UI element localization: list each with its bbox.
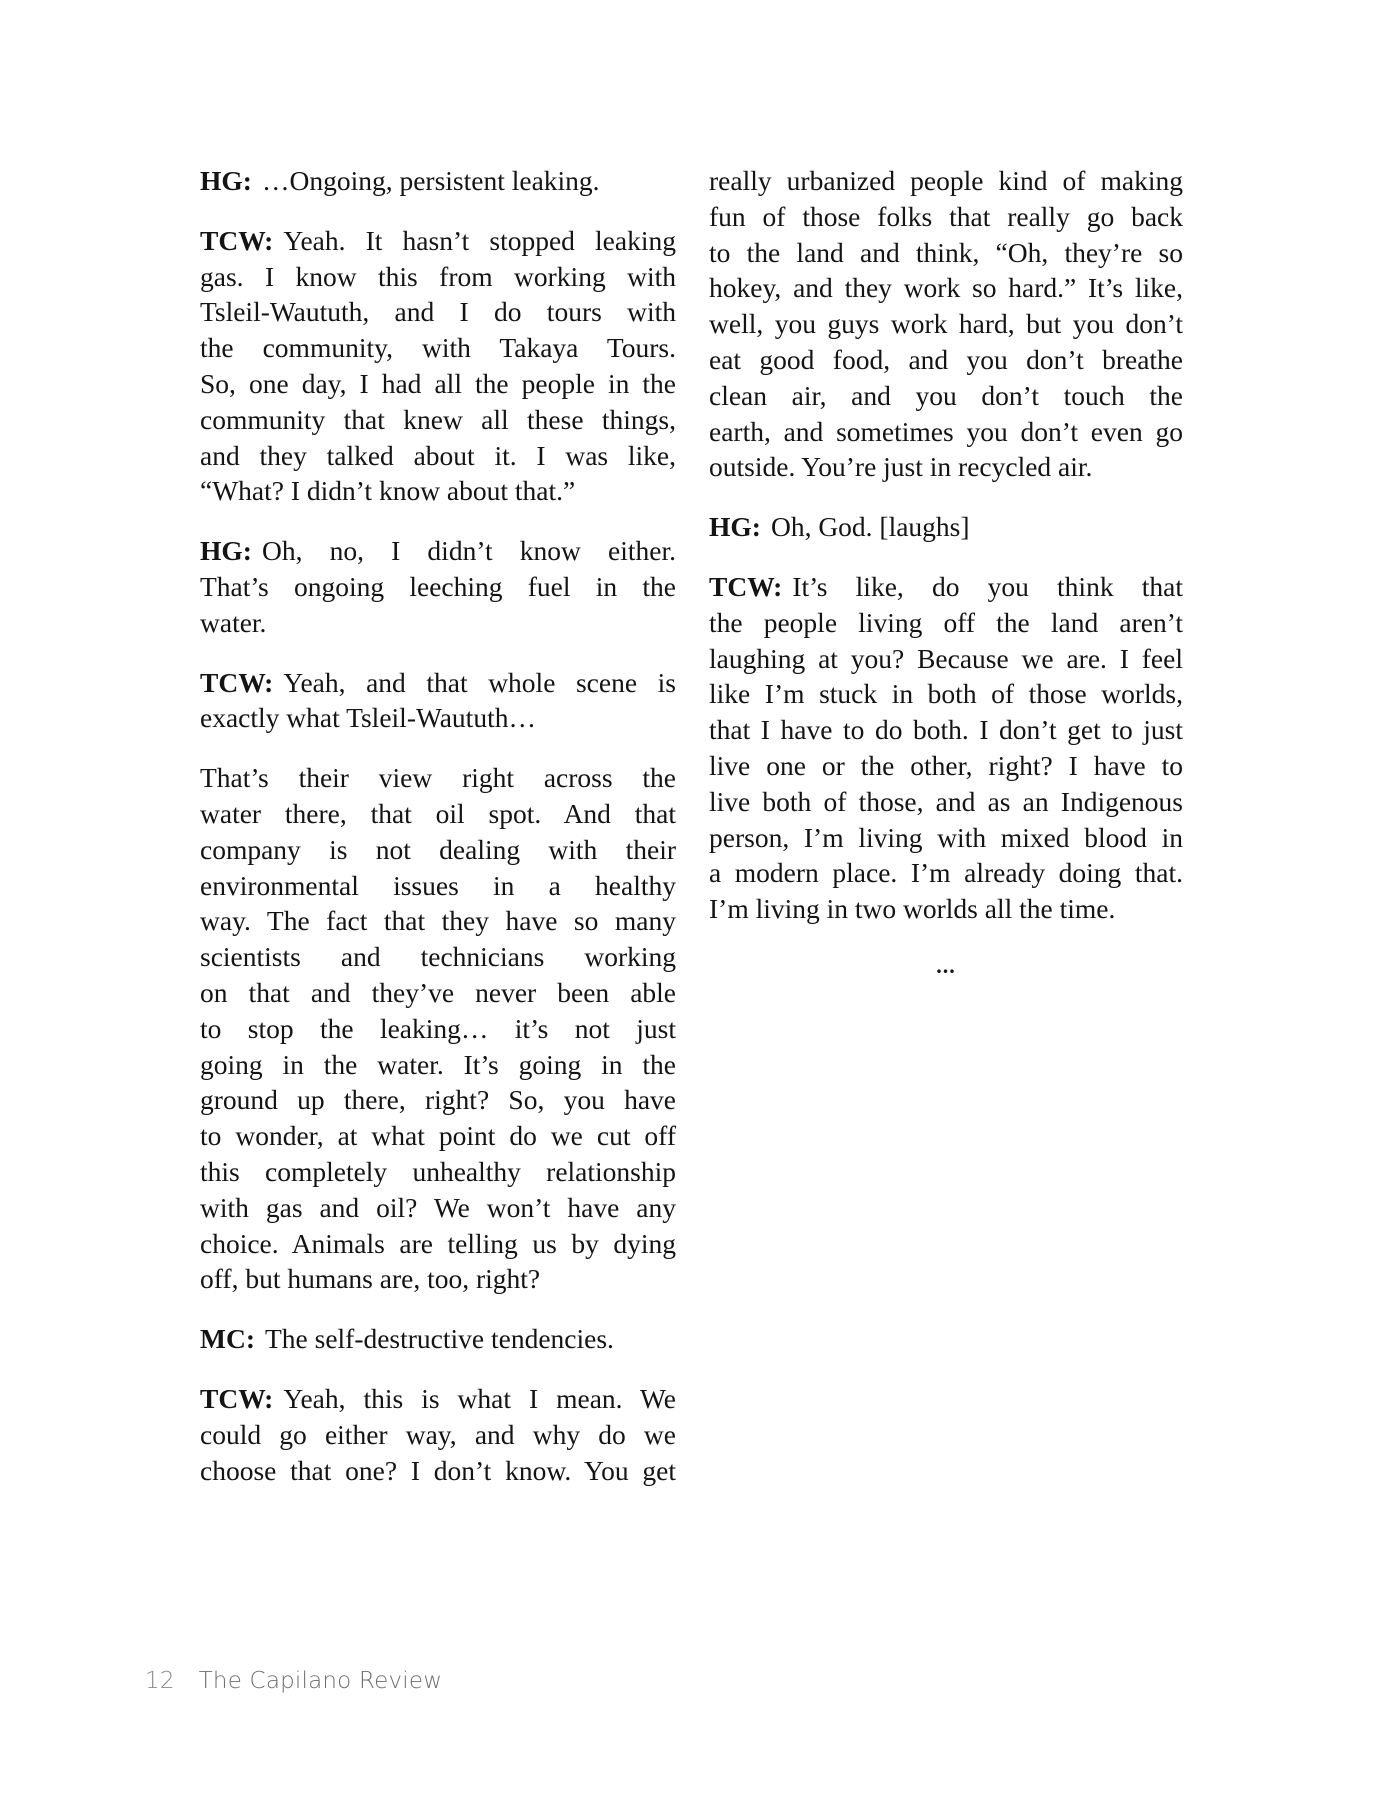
text-line: ground up there, right? So, you have <box>200 1084 676 1116</box>
text-line: that I have to do both. I don’t get to just <box>709 714 1183 746</box>
dialogue-paragraph <box>200 163 676 199</box>
text-line: community that knew all these things, <box>200 403 676 435</box>
line-text: The self-destructive tendencies. <box>264 1323 614 1355</box>
text-line: with gas and oil? We won’t have any <box>200 1191 676 1223</box>
text-line: choose that one? I don’t know. You get <box>200 1454 676 1486</box>
text-line: person, I’m living with mixed blood in <box>709 821 1183 853</box>
text-line <box>200 665 676 701</box>
text-line: eat good food, and you don’t breathe <box>709 343 1183 375</box>
text-line <box>200 223 676 259</box>
text-line: water there, that oil spot. And that <box>200 797 676 829</box>
text-line: laughing at you? Because we are. I feel <box>709 642 1183 674</box>
speaker-label: HG: <box>200 165 252 196</box>
text-line: hokey, and they work so hard.” It’s like, <box>709 272 1183 304</box>
text-line <box>200 1381 676 1417</box>
dialogue-paragraph <box>200 223 676 509</box>
dialogue-paragraph <box>200 533 676 640</box>
page-footer <box>145 1668 442 1694</box>
text-line: the community, with Takaya Tours. <box>200 332 676 364</box>
line-text: It’s like, do you think that <box>792 570 1183 602</box>
dialogue-paragraph <box>709 569 1183 927</box>
text-line <box>709 569 1183 605</box>
text-line: fun of those folks that really go back <box>709 200 1183 232</box>
text-line: choice. Animals are telling us by dying <box>200 1227 676 1259</box>
text-line <box>200 533 676 569</box>
dialogue-paragraph <box>200 760 676 1297</box>
speaker-label: HG: <box>200 535 252 567</box>
text-line: off, but humans are, too, right? <box>200 1263 541 1295</box>
right-text-column <box>709 163 1183 981</box>
dialogue-paragraph <box>709 163 1183 485</box>
text-line: to the land and think, “Oh, they’re so <box>709 236 1183 268</box>
dialogue-paragraph <box>200 1321 676 1357</box>
text-line: outside. You’re just in recycled air. <box>709 451 1093 483</box>
text-line: going in the water. It’s going in the <box>200 1048 676 1080</box>
text-line: company is not dealing with their <box>200 833 676 865</box>
text-line: water. <box>200 606 267 638</box>
text-line: earth, and sometimes you don’t even go <box>709 415 1183 447</box>
text-line: live one or the other, right? I have to <box>709 749 1183 781</box>
text-line: a modern place. I’m already doing that. <box>709 857 1183 889</box>
line-text: Oh, no, I didn’t know either. <box>261 535 676 567</box>
text-line: live both of those, and as an Indigenous <box>709 785 1183 817</box>
speaker-label: TCW: <box>200 224 274 256</box>
text-line: exactly what Tsleil-Waututh… <box>200 702 536 734</box>
page-number: 12 <box>145 1668 175 1694</box>
text-line: like I’m stuck in both of those worlds, <box>709 678 1183 710</box>
text-line: and they talked about it. I was like, <box>200 439 676 471</box>
text-line: environmental issues in a healthy <box>200 869 676 901</box>
text-line: That’s ongoing leeching fuel in the <box>200 570 676 602</box>
line-text: …Ongoing, persistent leaking. <box>261 165 600 196</box>
text-line: this completely unhealthy relationship <box>200 1155 676 1187</box>
line-text: Oh, God. [laughs] <box>770 511 970 543</box>
text-line <box>200 1321 676 1357</box>
text-line: scientists and technicians working <box>200 941 676 973</box>
text-line: “What? I didn’t know about that.” <box>200 475 576 507</box>
speaker-label: MC: <box>200 1323 255 1355</box>
text-line: could go either way, and why do we <box>200 1418 676 1450</box>
speaker-label: TCW: <box>709 570 783 602</box>
text-line: to stop the leaking… it’s not just <box>200 1012 676 1044</box>
line-text: Yeah, and that whole scene is <box>283 666 676 698</box>
text-line: I’m living in two worlds all the time. <box>709 893 1116 925</box>
text-line <box>200 163 676 199</box>
text-line: way. The fact that they have so many <box>200 905 676 937</box>
speaker-label: HG: <box>709 511 761 543</box>
line-text: Yeah, this is what I mean. We <box>283 1382 676 1414</box>
text-line: gas. I know this from working with <box>200 260 676 292</box>
speaker-label: TCW: <box>200 666 274 698</box>
text-line: the people living off the land aren’t <box>709 606 1183 638</box>
left-text-column <box>200 163 676 1512</box>
text-line <box>709 509 1183 545</box>
text-line: to wonder, at what point do we cut off <box>200 1120 676 1152</box>
text-line: Tsleil-Waututh, and I do tours with <box>200 296 676 328</box>
speaker-label: TCW: <box>200 1382 274 1414</box>
dialogue-paragraph <box>709 509 1183 545</box>
text-line: So, one day, I had all the people in the <box>200 367 676 399</box>
dialogue-paragraph <box>200 1381 676 1488</box>
text-line: really urbanized people kind of making <box>709 165 1183 196</box>
text-line: clean air, and you don’t touch the <box>709 379 1183 411</box>
line-text: Yeah. It hasn’t stopped leaking <box>283 224 676 256</box>
journal-title: The Capilano Review <box>198 1668 443 1694</box>
dialogue-paragraph <box>200 665 676 737</box>
text-line: on that and they’ve never been able <box>200 976 676 1008</box>
section-break-ellipsis: ... <box>936 952 956 978</box>
text-line: That’s their view right across the <box>200 762 676 794</box>
text-line: well, you guys work hard, but you don’t <box>709 308 1183 340</box>
